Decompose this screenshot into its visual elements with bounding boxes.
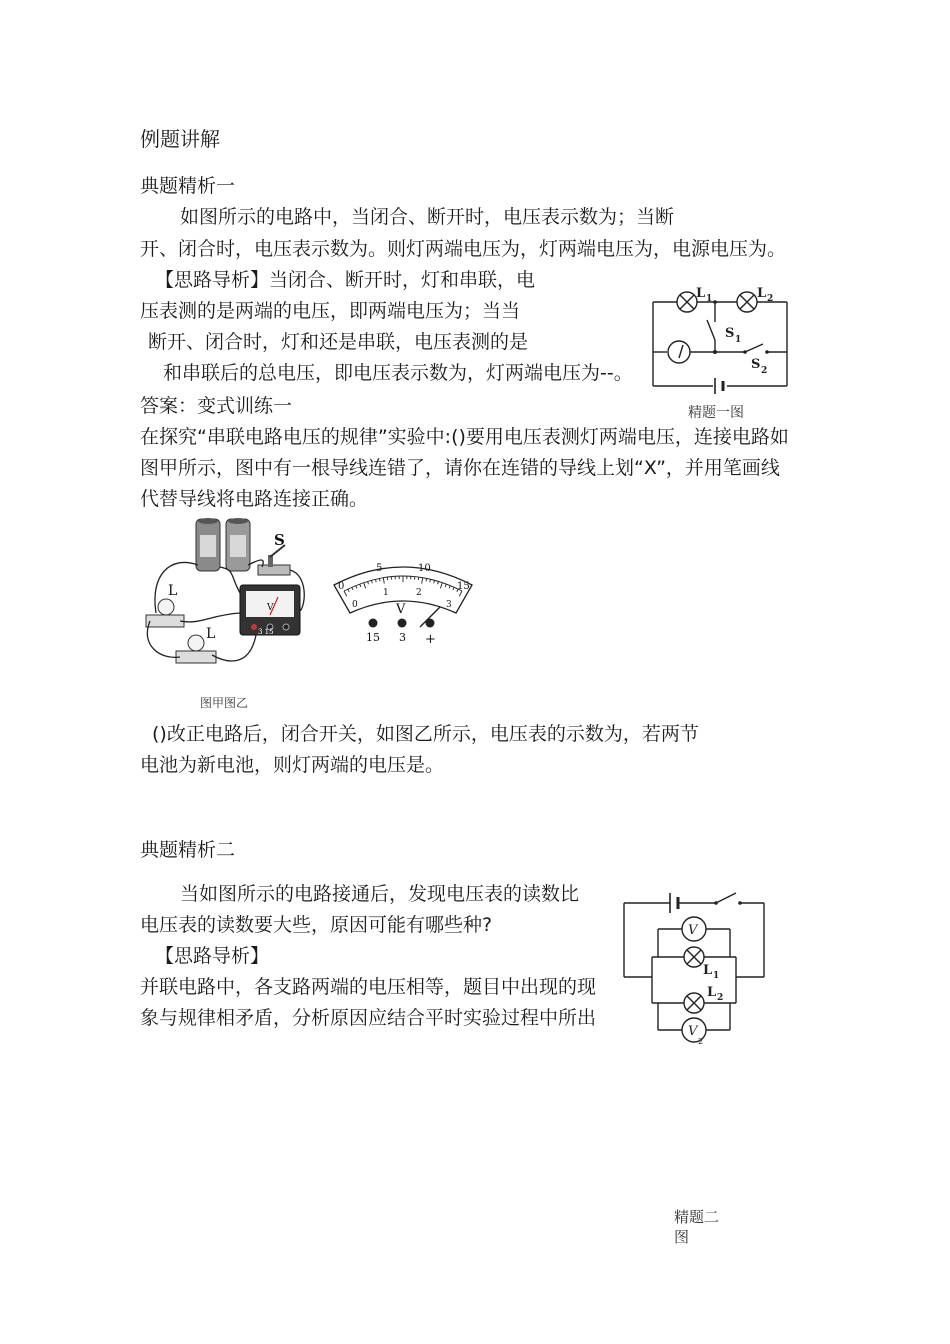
- figure1-label-s2: S: [751, 357, 761, 372]
- training-line1: 在探究“串联电路电压的规律”实验中:()要用电压表测灯两端电压，连接电路如: [140, 426, 789, 448]
- section1-analysis-line4: 和串联后的总电压，即电压表示数为，灯两端电压为--。: [163, 362, 633, 384]
- figure-yi-meter-dial: [328, 555, 478, 647]
- dial-lower-tick-2: 2: [416, 588, 422, 598]
- figure1-label-l1: L: [696, 286, 706, 301]
- photo-label-lamp-top: L: [168, 583, 178, 599]
- dial-upper-tick-15: 15: [457, 581, 470, 592]
- figure2-label-l1-sub: 1: [713, 971, 720, 981]
- dial-upper-tick-5: 5: [376, 563, 383, 574]
- terminal-label-plus: +: [425, 632, 436, 647]
- dial-lower-tick-0: 0: [352, 600, 358, 610]
- training-line3: 代替导线将电路连接正确。: [140, 488, 369, 510]
- terminal-label-15: 15: [366, 631, 380, 644]
- photo-label-switch: S: [274, 531, 285, 549]
- figure2-circuit-diagram: [618, 885, 770, 1045]
- dial-lower-tick-3: 3: [446, 600, 452, 610]
- dial-upper-tick-10: 10: [418, 563, 431, 574]
- figure1-label-s1: S: [725, 326, 735, 341]
- figure-jia-apparatus: [140, 515, 312, 680]
- section2-analysis-line2: 象与规律相矛盾，分析原因应结合平时实验过程中所出: [140, 1007, 597, 1029]
- figure2-label-bottom-sub: 2: [698, 1037, 704, 1045]
- figure1-circuit-diagram: [645, 282, 795, 394]
- photo-label-lamp-bottom: L: [206, 626, 216, 642]
- figure2-label-l2-sub: 2: [717, 993, 724, 1003]
- section2-question-line2: 电压表的读数要大些，原因可能有哪些种?: [140, 914, 493, 936]
- terminal-label-3: 3: [399, 631, 406, 644]
- figure1-label-l2-sub: 2: [767, 294, 774, 304]
- section2-analysis-line1: 并联电路中，各支路两端的电压相等，题目中出现的现: [140, 976, 597, 998]
- section1-question-line1: 如图所示的电路中，当闭合、断开时，电压表示数为；当断: [180, 206, 675, 228]
- dial-upper-tick-0: 0: [338, 581, 345, 592]
- dial-tick-mark: [379, 578, 380, 581]
- dial-lower-tick-1: 1: [383, 588, 389, 598]
- training-followup-line2: 电池为新电池，则灯两端的电压是。: [140, 754, 445, 776]
- section1-analysis-line3: 断开、闭合时，灯和还是串联，电压表测的是: [148, 331, 529, 353]
- terminal-plus-icon: [426, 619, 435, 628]
- section1-title: 典题精析一: [140, 175, 236, 197]
- section1-analysis-line1: 【思路导析】当闭合、断开时，灯和串联，电: [155, 269, 536, 291]
- figure2-label-v-top: V: [688, 923, 698, 938]
- figure2-label-l1: L: [703, 963, 713, 978]
- figure2-caption-line2: 图: [674, 1228, 690, 1246]
- terminal-15-icon: [369, 619, 378, 628]
- figure-jia-yi-caption: 图甲图乙: [200, 696, 249, 710]
- page-heading: 例题讲解: [140, 127, 220, 151]
- battery-pack-icon: [196, 518, 250, 571]
- figure2-label-v-bottom: V: [688, 1024, 698, 1039]
- figure2-caption-line1: 精题二: [674, 1208, 720, 1226]
- terminal-3-icon: [398, 619, 407, 628]
- dial-tick-mark: [426, 578, 427, 581]
- section1-answer-line: 答案：变式训练一: [140, 395, 293, 417]
- training-followup-line1: ()改正电路后，闭合开关，如图乙所示，电压表的示数为，若两节: [152, 723, 699, 745]
- figure1-label-s2-sub: 2: [761, 366, 768, 376]
- lamp-top-icon: [146, 599, 184, 627]
- dial-letter: V: [396, 602, 406, 617]
- section2-title: 典题精析二: [140, 839, 236, 861]
- section2-question-line1: 当如图所示的电路接通后，发现电压表的读数比: [180, 883, 580, 905]
- figure1-label-l1-sub: 1: [706, 294, 713, 304]
- figure1-label-l2: L: [757, 286, 767, 301]
- section1-question-line2: 开、闭合时，电压表示数为。则灯两端电压为，灯两端电压为，电源电压为。: [140, 238, 787, 260]
- photo-label-terminals: 3 15: [258, 628, 274, 636]
- figure1-label-s1-sub: 1: [735, 335, 742, 345]
- section1-analysis-line2: 压表测的是两端的电压，即两端电压为；当当: [140, 300, 521, 322]
- training-line2: 图甲所示，图中有一根导线连错了，请你在连错的导线上划“X”，并用笔画线: [140, 457, 780, 479]
- figure2-label-l2: L: [707, 985, 717, 1000]
- section2-analysis-title: 【思路导析】: [155, 945, 270, 967]
- photo-label-meter-v: V: [267, 603, 274, 613]
- figure1-caption: 精题一图: [688, 405, 744, 421]
